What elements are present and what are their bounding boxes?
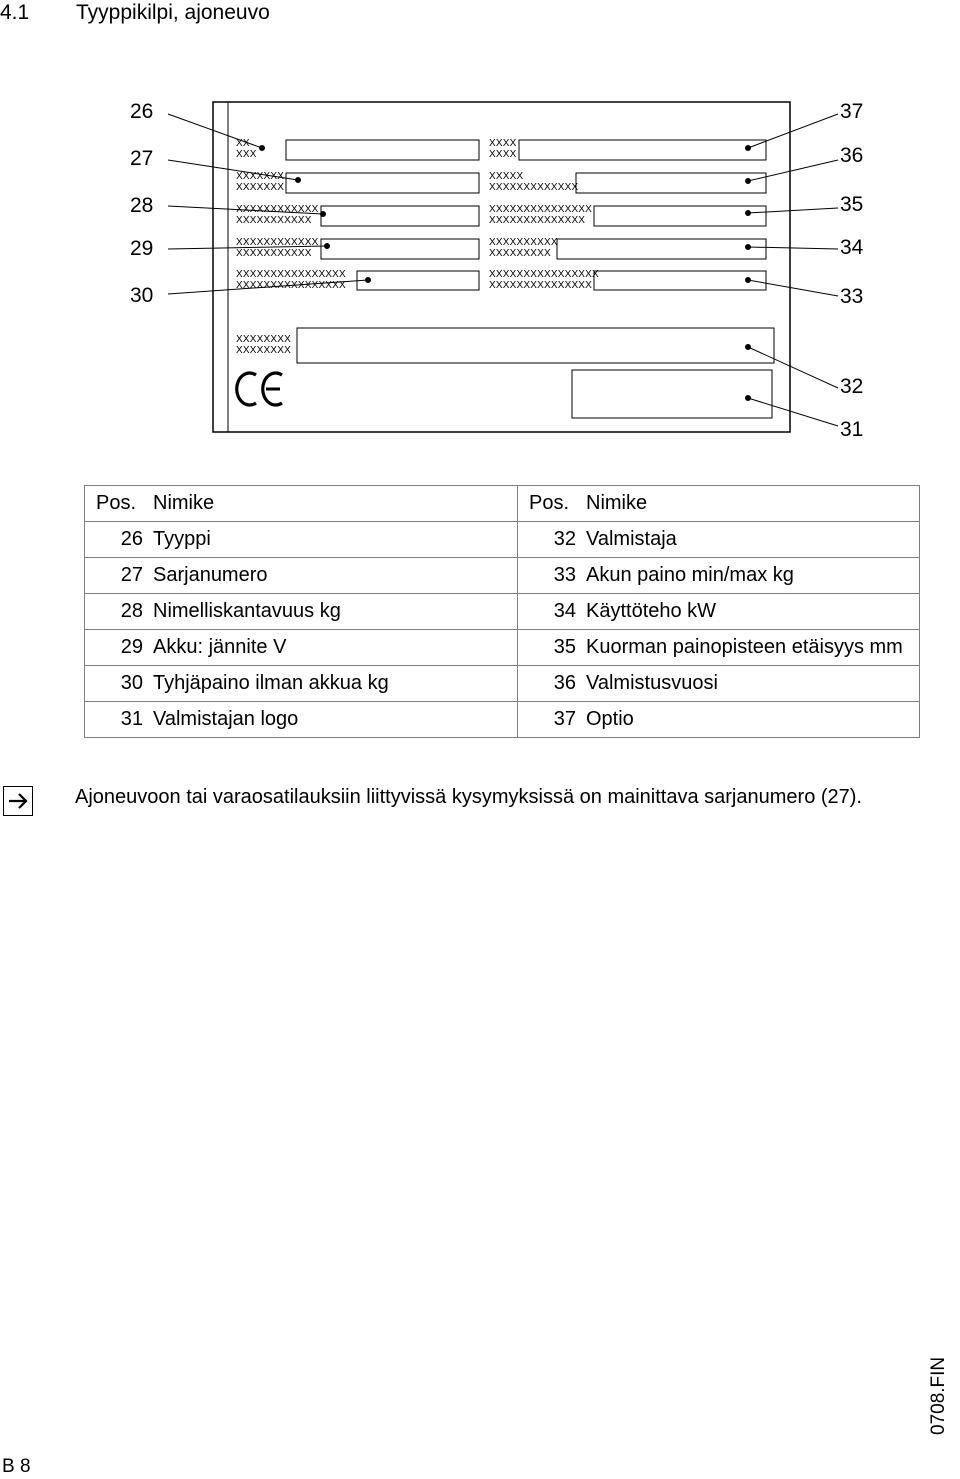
placeholder-text: XXXXXXXX XXXXXXXX <box>236 334 291 356</box>
arrow-right-icon <box>3 786 33 816</box>
table-row <box>85 666 920 702</box>
position-legend-table <box>84 485 920 738</box>
placeholder-text: XXXXXXXXXXXXXXXX XXXXXXXXXXXXXXX <box>489 269 599 291</box>
table-cell: Akku: jännite V <box>147 630 518 666</box>
column-header: Nimike <box>147 486 518 522</box>
section-number: 4.1 <box>0 1 30 24</box>
table-cell: 35 <box>518 630 581 666</box>
table-cell: Valmistaja <box>580 522 920 558</box>
ce-mark-icon <box>237 373 282 405</box>
callout-36: 36 <box>840 144 864 167</box>
placeholder-text: XXXXXXXXXXXX XXXXXXXXXXX <box>236 237 319 259</box>
placeholder-text: XX XXX <box>236 138 257 160</box>
callout-30: 30 <box>130 284 154 307</box>
placeholder-text: XXXXXXXXXXXXXXX XXXXXXXXXXXXXX <box>489 204 593 226</box>
table-cell: Tyhjäpaino ilman akkua kg <box>147 666 518 702</box>
callout-26: 26 <box>130 100 154 123</box>
column-header: Pos. <box>518 486 581 522</box>
table-cell: 31 <box>85 702 148 738</box>
placeholder-text: XXXX XXXX <box>489 138 517 160</box>
note-text: Ajoneuvoon tai varaosatilauksiin liittyvissä kysymyksissä on mainittava sarjanumero (27). <box>75 786 862 808</box>
table-cell: Käyttöteho kW <box>580 594 920 630</box>
table-row <box>85 522 920 558</box>
column-header: Pos. <box>85 486 148 522</box>
placeholder-text: XXXXX XXXXXXXXXXXXX <box>489 171 579 193</box>
table-cell: 26 <box>85 522 148 558</box>
table-row <box>85 630 920 666</box>
table-cell: Nimelliskantavuus kg <box>147 594 518 630</box>
table-cell: 32 <box>518 522 581 558</box>
callout-31: 31 <box>840 418 864 441</box>
table-row <box>85 594 920 630</box>
document-code-container <box>920 1355 960 1435</box>
callout-34: 34 <box>840 236 864 259</box>
placeholder-text: XXXXXXX XXXXXXX <box>236 171 285 193</box>
callout-27: 27 <box>130 147 154 170</box>
callout-32: 32 <box>840 375 864 398</box>
table-cell: Tyyppi <box>147 522 518 558</box>
callout-33: 33 <box>840 285 864 308</box>
table-cell: 27 <box>85 558 148 594</box>
table-cell: 36 <box>518 666 581 702</box>
callout-35: 35 <box>840 193 864 216</box>
table-cell: Valmistajan logo <box>147 702 518 738</box>
table-cell: Kuorman painopisteen etäisyys mm <box>580 630 920 666</box>
document-code: 0708.FIN <box>928 1356 949 1435</box>
callout-29: 29 <box>130 237 154 260</box>
table-cell: Valmistusvuosi <box>580 666 920 702</box>
callout-37: 37 <box>840 100 864 123</box>
placeholder-text: XXXXXXXXXX XXXXXXXXX <box>489 237 558 259</box>
table-cell: 30 <box>85 666 148 702</box>
table-header-row <box>85 486 920 522</box>
table-cell: 33 <box>518 558 581 594</box>
table-cell: 29 <box>85 630 148 666</box>
table-cell: 37 <box>518 702 581 738</box>
column-header: Nimike <box>580 486 920 522</box>
table-cell: 34 <box>518 594 581 630</box>
type-plate-drawing <box>0 90 960 450</box>
table-cell: 28 <box>85 594 148 630</box>
type-plate-diagram <box>0 90 960 450</box>
placeholder-text: XXXXXXXXXXXXXXXX XXXXXXXXXXXXXXXX <box>236 269 346 291</box>
table-row <box>85 702 920 738</box>
table-row <box>85 558 920 594</box>
section-title: Tyyppikilpi, ajoneuvo <box>76 1 270 24</box>
table-cell: Sarjanumero <box>147 558 518 594</box>
placeholder-text: XXXXXXXXXXXX XXXXXXXXXXX <box>236 204 319 226</box>
page-number: B 8 <box>2 1456 31 1477</box>
callout-28: 28 <box>130 194 154 217</box>
table-cell: Akun paino min/max kg <box>580 558 920 594</box>
table-cell: Optio <box>580 702 920 738</box>
